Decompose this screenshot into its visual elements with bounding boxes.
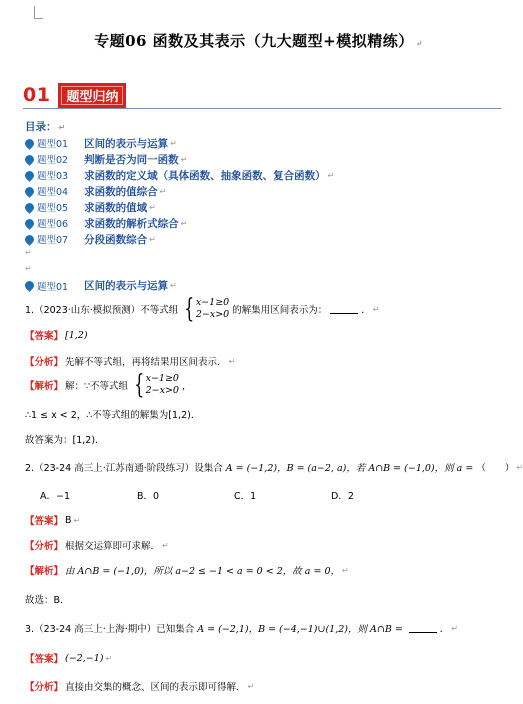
analysis-label: 【分析】 [25,682,64,693]
left-brace: { [134,370,145,400]
option-b[interactable]: B．0 [137,491,160,502]
solution-step-text: ∴1 ≤ x < 2，∴不等式组的解集为[1,2)． [25,410,201,421]
toc-item-title: 分段函数综合 [84,233,148,246]
answer-label: 【答案】 [25,331,64,342]
location-pin-icon [23,169,36,182]
badge-divider [23,108,501,109]
empty-paragraph-mark: ↵ [25,264,32,273]
return-mark: ↵ [149,202,156,212]
section-heading [25,278,177,293]
answer-value: (−2,−1) [65,652,104,664]
toc-item-code: 题型07 [37,235,69,246]
answer-value: B [65,514,72,526]
final-answer [25,592,70,606]
location-pin-icon [23,137,36,150]
toc-item-title: 判断是否为同一函数 [84,153,179,166]
option-c[interactable]: C．1 [234,491,257,502]
badge-number: 01 [23,84,51,106]
left-brace: { [184,294,195,324]
return-mark: ↵ [149,234,156,244]
final-answer-text: 故答案为：[1,2)． [25,435,105,446]
return-mark: ↵ [58,123,66,132]
return-mark: ↵ [247,681,255,691]
question-math: A = (−2,1)，B = (−4,−1)∪(1,2)，则 A∩B = [197,624,403,635]
option-d[interactable]: D．2 [331,491,354,502]
toc-item-title: 求函数的定义域（具体函数、抽象函数、复合函数） [84,169,326,182]
question-math: A = (−1,2)，B = (a−2, a)，若 A∩B = (−1,0)，则 a = [225,463,474,474]
toc-item-title: 求函数的值域 [84,201,148,214]
analysis-line [25,679,254,693]
empty-paragraph-mark: ↵ [25,248,32,257]
answer-line [25,651,112,665]
analysis-line [25,538,169,552]
analysis-label: 【分析】 [25,357,64,368]
answer-label: 【答案】 [25,516,64,527]
question-1-stem: 1.（2023·山东·模拟预测）不等式组 { x−1≥0 2−x>0 的解集用区间表示为： ． ↵ [25,294,380,324]
answer-blank [330,304,358,314]
question-3-stem: 3.（23-24 高三上·上海·期中）已知集合 A = (−2,1)，B = (−4,−1)∪(1,2)，则 A∩B = ． ↵ [25,621,458,635]
analysis-text: 先解不等式组，再将结果用区间表示． [65,357,227,368]
return-mark: ↵ [170,281,177,290]
inequality-row: x−1≥0 [145,373,179,384]
toc-item-title: 区间的表示与运算 [84,137,169,150]
return-mark: ↵ [73,515,81,525]
question-text: 1.（2023·山东·模拟预测）不等式组 [25,305,179,316]
return-mark: ↵ [180,218,188,228]
inequality-row: x−1≥0 [195,297,230,308]
solution-step [25,407,200,421]
answer-label: 【答案】 [25,654,64,665]
toc-item[interactable] [25,183,334,199]
toc-heading-text: 目录： [25,121,57,133]
section-badge [23,83,126,107]
page-corner-mark [34,6,43,19]
toc-item-code: 题型05 [37,203,69,214]
toc-item-title: 求函数的解析式综合 [84,217,179,230]
return-mark: ↵ [105,653,113,663]
solution-label: 【解析】 [25,381,64,392]
toc-heading [25,119,65,134]
question-2-stem [25,460,523,474]
answer-line [25,513,80,527]
toc-item[interactable] [25,199,334,215]
return-mark: ↵ [159,186,167,196]
solution-label: 【解析】 [25,566,64,577]
section-title: 区间的表示与运算 [84,280,169,292]
final-answer-text: 故选：B． [25,595,70,606]
toc-item[interactable] [25,151,334,167]
toc-item[interactable] [25,167,334,183]
table-of-contents [25,135,334,247]
final-answer [25,432,105,446]
document-title-text: 专题06 函数及其表示（九大题型+模拟精练） [94,32,414,50]
choice-options [40,488,428,502]
location-pin-icon [23,185,36,198]
section-code: 题型01 [37,281,69,293]
analysis-line [25,354,235,368]
solution-text: ， [181,381,192,392]
toc-item-title: 求函数的值综合 [84,185,158,198]
toc-item-code: 题型04 [37,187,69,198]
solution-text: 由 A∩B = (−1,0)，所以 a−2 ≤ −1 < a = 0 < 2，故 a = 0， [65,566,340,577]
toc-item-code: 题型06 [37,219,69,230]
return-mark: ↵ [372,304,380,314]
toc-item[interactable] [25,135,334,151]
return-mark: ↵ [451,623,458,633]
analysis-text: 直接由交集的概念、区间的表示即可得解． [65,682,246,693]
toc-item[interactable] [25,215,334,231]
analysis-label: 【分析】 [25,541,64,552]
solution-line [25,563,349,577]
answer-line [25,328,88,342]
inequality-system [131,372,179,398]
inequality-row: 2−x>0 [145,385,179,396]
analysis-text: 根据交运算即可求解． [65,541,161,552]
question-text: （ ） [476,463,515,474]
document-title [0,30,517,51]
return-mark: ↵ [342,565,349,575]
location-pin-icon [23,153,36,166]
toc-item-code: 题型01 [37,139,69,150]
location-pin-icon [23,233,36,246]
return-mark: ↵ [180,154,188,164]
return-mark: ↵ [415,38,423,48]
question-text: 2.（23-24 高三上·江苏南通·阶段练习）设集合 [25,463,223,474]
question-text: 的解集用区间表示为： [232,305,328,316]
solution-line [25,372,192,398]
question-text: 3.（23-24 高三上·上海·期中）已知集合 [25,624,195,635]
solution-text: 解：∵不等式组 [65,381,129,392]
badge-label: 题型归纳 [58,83,126,108]
return-mark: ↵ [516,462,523,472]
toc-item-code: 题型03 [37,171,69,182]
location-pin-icon [23,201,36,214]
answer-blank [409,623,437,633]
location-pin-icon [23,279,36,292]
inequality-row: 2−x>0 [195,309,230,320]
return-mark: ↵ [327,170,335,180]
toc-item[interactable] [25,231,334,247]
location-pin-icon [23,217,36,230]
return-mark: ↵ [162,540,169,550]
answer-value: [1,2) [65,329,88,341]
toc-item-code: 题型02 [37,155,69,166]
return-mark: ↵ [228,356,236,366]
inequality-system [181,296,229,322]
option-a[interactable]: A．−1 [40,491,71,502]
return-mark: ↵ [170,138,177,148]
